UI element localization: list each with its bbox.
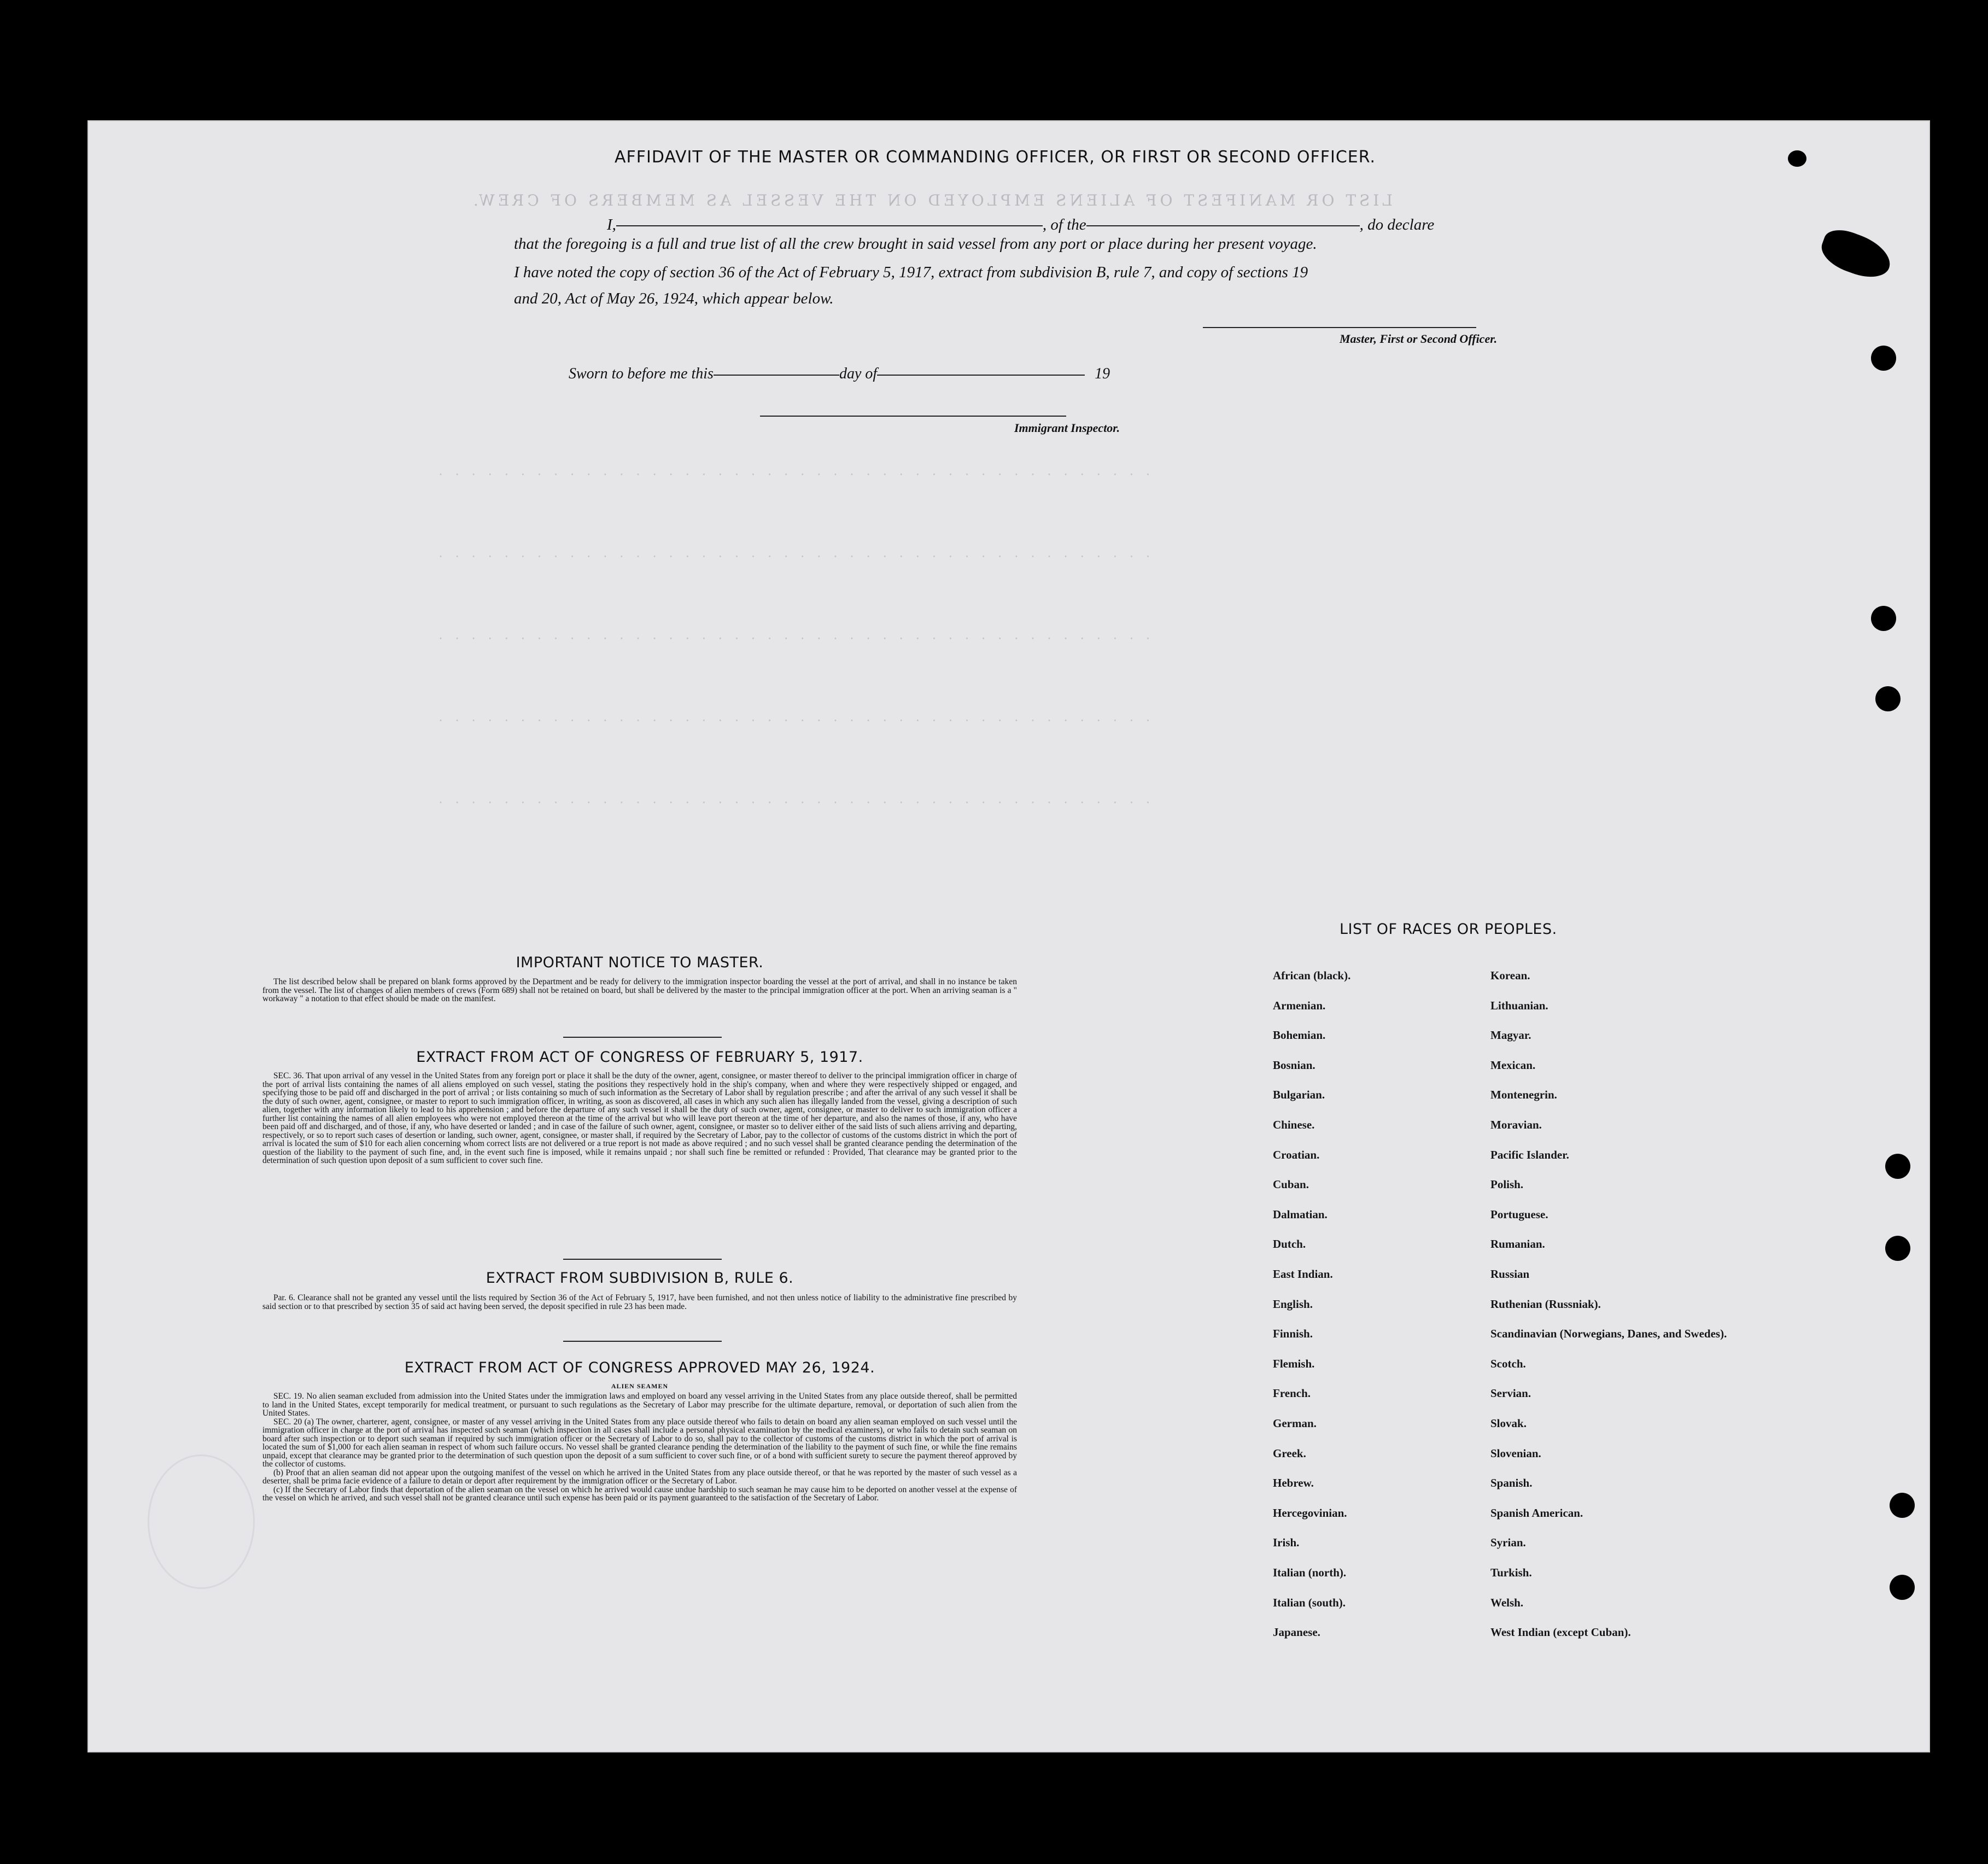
declaration-line-4: and 20, Act of May 26, 1924, which appear below. — [514, 290, 834, 307]
punch-hole — [1871, 606, 1896, 631]
race-item: Dalmatian. — [1273, 1207, 1328, 1221]
race-item: Finnish. — [1273, 1327, 1313, 1341]
race-item: Welsh. — [1490, 1596, 1524, 1609]
race-item: Montenegrin. — [1490, 1088, 1557, 1102]
race-item: Servian. — [1490, 1387, 1531, 1400]
extract-1924-text — [262, 1392, 1017, 1503]
race-item: Russian — [1490, 1267, 1530, 1281]
race-item: Spanish. — [1490, 1476, 1533, 1490]
embossed-seal — [148, 1454, 255, 1589]
race-item: Spanish American. — [1490, 1506, 1583, 1520]
notice-paragraph: The list described below shall be prepared on blank forms approved by the Department and be ready for delivery to the immigration inspector boarding the vessel at the port of arrival, and shall in no instance be taken from the vessel. The list of changes of alien members of crews (Form 689) shall not be retained on board, but shall be delivered by the master to the principal immigration officer at the port. When an arriving seaman is a " workaway " a notation to that effect should be made on the manifest. — [262, 977, 1017, 1003]
race-item: French. — [1273, 1387, 1311, 1400]
race-item: Flemish. — [1273, 1357, 1315, 1370]
punch-hole — [1885, 1154, 1910, 1179]
extract-1924-title: EXTRACT FROM ACT OF CONGRESS APPROVED MAY 26, 1924. — [404, 1359, 875, 1376]
extract-1917-paragraph: SEC. 36. That upon arrival of any vessel in the United States from any foreign port or place it shall be the duty of the owner, agent, consignee, or master thereof to deliver to the principal immigration officer in charge of the port of arrival lists containing the names of all aliens employed on such vessel, stating the positions they respectively hold in the ship's company, when and where they were respectively shipped or engaged, and specifying those to be paid off and discharged in the port of arrival ; or lists containing so much of such information as the Secretary of Labor shall by regulation prescribe ; and after the arrival of any such vessel it shall be the duty of such owner, agent, consignee, or master to report to such immigration officer, in writing, as soon as discovered, all cases in which any such alien has illegally landed from the vessel, giving a description of such alien, together with any information likely to lead to his apprehension ; and before the departure of any such vessel it shall be the duty of such owner, agent, consignee, or master to deliver to such immigration officer a further list containing the names of all alien employees who were not employed thereon at the time of the arrival but who will leave port thereon at the time of her departure, and also the names of those, if any, who have been paid off and discharged, and of those, if any, who have deserted or landed ; and in case of the failure of such owner, agent, consignee, or master so to deliver either of the said lists of such aliens arriving and departing, respectively, or so to report such cases of desertion or landing, such owner, agent, consignee, or master shall, if required by the Secretary of Labor, pay to the collector of customs of the customs district in which the port of arrival is located the sum of $10 for each alien concerning whom correct lists are not delivered or a true report is not made as above required ; and no such vessel shall be granted clearance pending the determination of the question of the liability to the payment of such fine, and, in the event such fine is imposed, while it remains unpaid ; nor shall such fine be remitted or refunded : Provided, That clearance may be granted prior to the determination of such question upon deposit of a sum sufficient to cover such fine. — [262, 1071, 1017, 1165]
race-item: Croatian. — [1273, 1148, 1320, 1161]
race-item: Hebrew. — [1273, 1476, 1314, 1490]
notice-text — [262, 978, 1017, 1003]
race-item: Portuguese. — [1490, 1207, 1548, 1221]
extract-1917-title: EXTRACT FROM ACT OF CONGRESS OF FEBRUARY 5, 1917. — [416, 1049, 863, 1066]
sec-20c-paragraph: (c) If the Secretary of Labor finds that deportation of the alien seaman on the vessel on which he arrived would cause undue hardship to such seaman he may cause him to be deported on another vessel at the expense of the vessel on which he arrived, and such vessel shall not be granted clearance until such expense has been paid or its payment guaranteed to the satisfaction of the Secretary of Labor. — [262, 1485, 1017, 1503]
race-item: Bohemian. — [1273, 1029, 1326, 1042]
bleed-through-row: . . . . . . . . . . . . . . . . . . . . . . . . . . . . . . . . . . . . . . . . . . . . — [437, 465, 1153, 478]
race-item: Korean. — [1490, 969, 1530, 982]
race-item: Slovenian. — [1490, 1446, 1541, 1460]
sworn-day-of-label: day of — [839, 365, 878, 382]
notice-title: IMPORTANT NOTICE TO MASTER. — [516, 954, 764, 971]
declaration-i-label: I, — [607, 216, 616, 233]
races-title: LIST OF RACES OR PEOPLES. — [1340, 921, 1557, 938]
race-item: Slovak. — [1490, 1417, 1527, 1430]
extract-1917-text — [262, 1072, 1017, 1165]
extract-1917-divider — [563, 1259, 722, 1260]
race-item: Bosnian. — [1273, 1058, 1315, 1072]
subdivision-paragraph: Par. 6. Clearance shall not be granted any vessel until the lists required by Section 36 of the Act of February 5, 1917, have been furnished, and not then unless notice of liability to the administrative fine prescribed by said section or to that prescribed by section 35 of said act having been served, the deposit specified in rule 23 has been made. — [262, 1293, 1017, 1311]
declaration-do-declare-label: , do declare — [1359, 216, 1435, 233]
punch-hole — [1890, 1575, 1915, 1600]
race-item: African (black). — [1273, 969, 1351, 982]
declaration-line-3: I have noted the copy of section 36 of the Act of February 5, 1917, extract from subdivision B, rule 7, and copy of sections 19 — [514, 264, 1308, 281]
race-item: Polish. — [1490, 1178, 1524, 1191]
race-item: Lithuanian. — [1490, 998, 1548, 1012]
race-item: Armenian. — [1273, 998, 1326, 1012]
sworn-year-label: 19 — [1095, 365, 1110, 382]
bleed-through-row: . . . . . . . . . . . . . . . . . . . . . . . . . . . . . . . . . . . . . . . . . . . . — [437, 793, 1153, 806]
bleed-through-row: . . . . . . . . . . . . . . . . . . . . . . . . . . . . . . . . . . . . . . . . . . . . — [437, 629, 1153, 642]
subdivision-text — [262, 1294, 1017, 1311]
sec-19-paragraph: SEC. 19. No alien seaman excluded from admission into the United States under the immigration laws and employed on board any vessel arriving in the United States from any place outside thereof, shall be permitted to land in the United States, except temporarily for medical treatment, or pursuant to such regulations as the Secretary of Labor may prescribe for the ultimate departure, removal, or deportation of such alien from the United States. — [262, 1392, 1017, 1418]
punch-hole — [1871, 346, 1896, 371]
vessel-blank — [1086, 225, 1360, 226]
race-item: Bulgarian. — [1273, 1088, 1325, 1102]
race-item: Rumanian. — [1490, 1237, 1545, 1251]
punch-hole — [1875, 686, 1901, 711]
extract-1924-subtitle: ALIEN SEAMEN — [611, 1382, 669, 1390]
race-item: East Indian. — [1273, 1267, 1333, 1281]
race-item: Magyar. — [1490, 1029, 1531, 1042]
race-item: Italian (south). — [1273, 1596, 1346, 1609]
sworn-label: Sworn to before me this — [569, 365, 714, 382]
race-item: Scandinavian (Norwegians, Danes, and Swedes). — [1490, 1327, 1727, 1341]
race-item: Dutch. — [1273, 1237, 1306, 1251]
race-item: Mexican. — [1490, 1058, 1536, 1072]
torn-corner — [1788, 150, 1806, 167]
notice-divider — [563, 1037, 722, 1038]
race-item: Chinese. — [1273, 1118, 1315, 1131]
master-signature-line — [1203, 327, 1476, 328]
punch-hole — [1885, 1236, 1910, 1261]
bleed-through-header: LIST OR MANIFEST OF ALIENS EMPLOYED ON THE VESSEL AS MEMBERS OF CREW. — [470, 191, 1393, 209]
race-item: Syrian. — [1490, 1536, 1526, 1550]
race-item: Scotch. — [1490, 1357, 1526, 1370]
race-item: Cuban. — [1273, 1178, 1309, 1191]
subdivision-title: EXTRACT FROM SUBDIVISION B, RULE 6. — [486, 1270, 794, 1287]
bleed-through-row: . . . . . . . . . . . . . . . . . . . . . . . . . . . . . . . . . . . . . . . . . . . . — [437, 711, 1153, 724]
race-item: Greek. — [1273, 1446, 1306, 1460]
race-item: Hercegovinian. — [1273, 1506, 1347, 1520]
race-item: Irish. — [1273, 1536, 1300, 1550]
inspector-signature-line — [760, 416, 1066, 417]
race-item: Japanese. — [1273, 1626, 1320, 1639]
race-item: Pacific Islander. — [1490, 1148, 1569, 1161]
sworn-statement — [569, 365, 1110, 383]
race-item: English. — [1273, 1297, 1313, 1311]
declaration-line-2: that the foregoing is a full and true list of all the crew brought in said vessel from any port or place during her present voyage. — [514, 235, 1317, 253]
race-item: Moravian. — [1490, 1118, 1542, 1131]
sworn-day-blank — [714, 375, 839, 376]
bleed-through-row: . . . . . . . . . . . . . . . . . . . . . . . . . . . . . . . . . . . . . . . . . . . . — [437, 547, 1153, 560]
sec-20a-paragraph: SEC. 20 (a) The owner, charterer, agent, consignee, or master of any vessel arriving in the United States from any place outside thereof who fails to detain on board any alien seaman employed on such vessel until the immigration officer in charge at the port of arrival has inspected such seaman (which inspection in all cases shall include a personal physical examination by the medical examiners), or who fails to detain such seaman on board after such inspection or to deport such seaman if required by such immigration officer or the Secretary of Labor to do so, shall pay to the collector of customs of the customs district in which the port of arrival is located the sum of $1,000 for each alien seaman in respect of whom such failure occurs. No vessel shall be granted clearance pending the determination of the liability to the payment of such fine, or while the fine remains unpaid, except that clearance may be granted prior to the determination of such question upon the deposit of a sum sufficient to cover such fine, or of a bond with sufficient surety to secure the payment thereof approved by the collector of customs. — [262, 1417, 1017, 1469]
race-item: Italian (north). — [1273, 1566, 1347, 1579]
declaration-line-1 — [607, 216, 1434, 234]
declaration-of-the-label: , of the — [1042, 216, 1086, 233]
sworn-month-blank — [877, 375, 1085, 376]
race-item: German. — [1273, 1417, 1317, 1430]
name-blank — [616, 225, 1043, 226]
race-item: Turkish. — [1490, 1566, 1532, 1579]
subdivision-divider — [563, 1341, 722, 1342]
master-signature-label: Master, First or Second Officer. — [1340, 332, 1498, 346]
punch-hole — [1890, 1493, 1915, 1518]
race-item: Ruthenian (Russniak). — [1490, 1297, 1601, 1311]
race-item: West Indian (except Cuban). — [1490, 1626, 1631, 1639]
affidavit-title: AFFIDAVIT OF THE MASTER OR COMMANDING OFFICER, OR FIRST OR SECOND OFFICER. — [614, 148, 1376, 167]
inspector-signature-label: Immigrant Inspector. — [1014, 421, 1120, 435]
sec-20b-paragraph: (b) Proof that an alien seaman did not appear upon the outgoing manifest of the vessel on which he arrived in the United States from any place outside thereof, or that he was reported by the master of such vessel as a deserter, shall be prima facie evidence of a failure to detain or deport after requirement by the immigration officer or the Secretary of Labor. — [262, 1468, 1017, 1486]
